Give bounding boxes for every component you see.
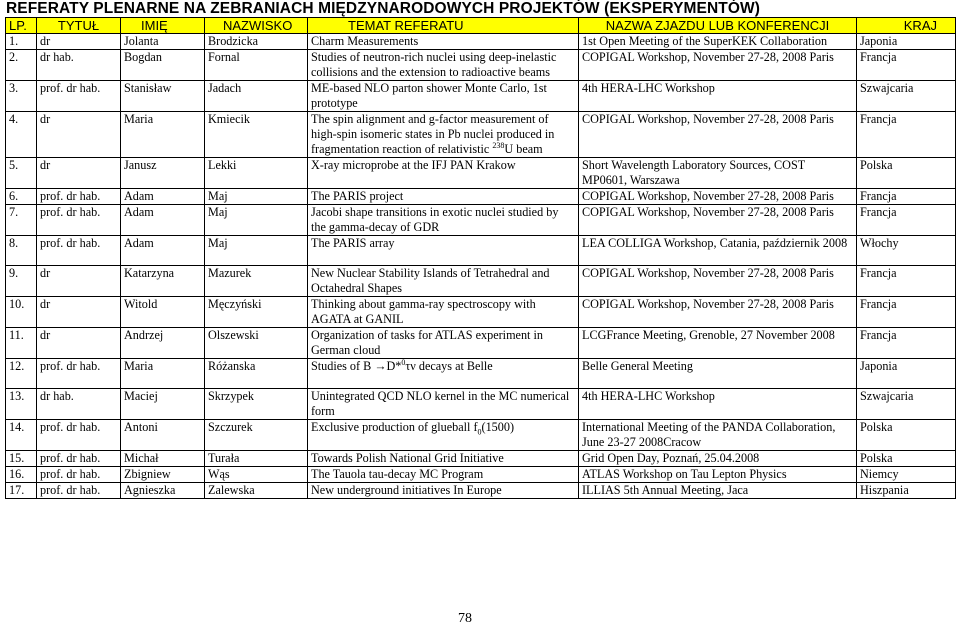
- row-zjazd: 1st Open Meeting of the SuperKEK Collaboration: [579, 34, 857, 50]
- table-row: [6, 112, 956, 158]
- row-imie: Jolanta: [121, 34, 205, 50]
- temat-part: The spin alignment and g-factor measurement of high-spin isomeric states in Pb nuclei produced in fragmentation reaction of relativistic: [311, 112, 555, 156]
- row-nazwisko: Różanska: [205, 359, 308, 389]
- table-row: [6, 266, 956, 297]
- page-title: REFERATY PLENARNE NA ZEBRANIACH MIĘDZYNARODOWYCH PROJEKTÓW (EKSPERYMENTÓW): [6, 0, 760, 17]
- row-lp: 1.: [6, 34, 37, 50]
- row-temat: [308, 420, 579, 451]
- row-tytul: dr: [37, 158, 121, 189]
- row-kraj: Francja: [857, 328, 956, 359]
- row-kraj: Polska: [857, 158, 956, 189]
- table-body: [6, 34, 956, 499]
- row-zjazd: COPIGAL Workshop, November 27-28, 2008 Paris: [579, 205, 857, 236]
- row-tytul: prof. dr hab.: [37, 420, 121, 451]
- row-nazwisko: Jadach: [205, 81, 308, 112]
- row-kraj: Francja: [857, 50, 956, 81]
- row-lp: 4.: [6, 112, 37, 158]
- row-nazwisko: Maj: [205, 205, 308, 236]
- row-nazwisko: Olszewski: [205, 328, 308, 359]
- row-kraj: Francja: [857, 189, 956, 205]
- row-imie: Agnieszka: [121, 483, 205, 499]
- table-row: [6, 328, 956, 359]
- row-nazwisko: Maj: [205, 189, 308, 205]
- row-temat: Jacobi shape transitions in exotic nuclei studied by the gamma-decay of GDR: [308, 205, 579, 236]
- row-lp: 15.: [6, 451, 37, 467]
- temat-part: Studies of B: [311, 359, 375, 373]
- table-row: [6, 236, 956, 266]
- table-row: [6, 81, 956, 112]
- row-temat: New Nuclear Stability Islands of Tetrahedral and Octahedral Shapes: [308, 266, 579, 297]
- row-nazwisko: Lekki: [205, 158, 308, 189]
- row-temat: Charm Measurements: [308, 34, 579, 50]
- row-kraj: Polska: [857, 420, 956, 451]
- row-tytul: prof. dr hab.: [37, 205, 121, 236]
- row-kraj: Polska: [857, 451, 956, 467]
- row-imie: Janusz: [121, 158, 205, 189]
- row-tytul: dr: [37, 34, 121, 50]
- header-temat: TEMAT REFERATU: [308, 18, 579, 34]
- table-row: [6, 420, 956, 451]
- row-lp: 3.: [6, 81, 37, 112]
- row-tytul: prof. dr hab.: [37, 467, 121, 483]
- row-nazwisko: Mazurek: [205, 266, 308, 297]
- row-zjazd: COPIGAL Workshop, November 27-28, 2008 Paris: [579, 50, 857, 81]
- row-nazwisko: Skrzypek: [205, 389, 308, 420]
- row-imie: Adam: [121, 205, 205, 236]
- table-row: [6, 297, 956, 328]
- row-imie: Andrzej: [121, 328, 205, 359]
- temat-part: (1500): [481, 420, 515, 434]
- row-temat: Unintegrated QCD NLO kernel in the MC numerical form: [308, 389, 579, 420]
- row-lp: 7.: [6, 205, 37, 236]
- table-row: [6, 189, 956, 205]
- row-imie: Adam: [121, 189, 205, 205]
- row-kraj: Francja: [857, 112, 956, 158]
- row-kraj: Szwajcaria: [857, 81, 956, 112]
- row-imie: Katarzyna: [121, 266, 205, 297]
- row-tytul: prof. dr hab.: [37, 81, 121, 112]
- row-tytul: prof. dr hab.: [37, 236, 121, 266]
- row-kraj: Hiszpania: [857, 483, 956, 499]
- row-tytul: dr: [37, 112, 121, 158]
- temat-part: τν decays at Belle: [405, 359, 493, 373]
- row-lp: 9.: [6, 266, 37, 297]
- row-temat: Organization of tasks for ATLAS experiment in German cloud: [308, 328, 579, 359]
- header-nazwisko: NAZWISKO: [205, 18, 308, 34]
- row-tytul: prof. dr hab.: [37, 189, 121, 205]
- row-nazwisko: Turała: [205, 451, 308, 467]
- row-temat: The Tauola tau-decay MC Program: [308, 467, 579, 483]
- row-lp: 11.: [6, 328, 37, 359]
- row-temat: [308, 112, 579, 158]
- row-temat: [308, 359, 579, 389]
- row-zjazd: 4th HERA-LHC Workshop: [579, 389, 857, 420]
- references-table: [5, 17, 956, 499]
- temat-part: 0: [401, 358, 406, 367]
- table-row: [6, 467, 956, 483]
- row-zjazd: LEA COLLIGA Workshop, Catania, październik 2008: [579, 236, 857, 266]
- row-imie: Zbigniew: [121, 467, 205, 483]
- row-nazwisko: Wąs: [205, 467, 308, 483]
- row-lp: 10.: [6, 297, 37, 328]
- row-kraj: Francja: [857, 297, 956, 328]
- row-imie: Antoni: [121, 420, 205, 451]
- row-tytul: dr hab.: [37, 389, 121, 420]
- temat-part: 238: [492, 140, 505, 150]
- row-kraj: Francja: [857, 266, 956, 297]
- row-temat: X-ray microprobe at the IFJ PAN Krakow: [308, 158, 579, 189]
- page-number: 78: [458, 611, 472, 626]
- row-tytul: prof. dr hab.: [37, 483, 121, 499]
- row-zjazd: COPIGAL Workshop, November 27-28, 2008 Paris: [579, 297, 857, 328]
- row-kraj: Włochy: [857, 236, 956, 266]
- row-kraj: Niemcy: [857, 467, 956, 483]
- row-kraj: Szwajcaria: [857, 389, 956, 420]
- row-imie: Stanisław: [121, 81, 205, 112]
- table-row: [6, 50, 956, 81]
- row-zjazd: LCGFrance Meeting, Grenoble, 27 November 2008: [579, 328, 857, 359]
- row-imie: Bogdan: [121, 50, 205, 81]
- row-nazwisko: Maj: [205, 236, 308, 266]
- row-temat: The PARIS project: [308, 189, 579, 205]
- row-zjazd: Short Wavelength Laboratory Sources, COST MP0601, Warszawa: [579, 158, 857, 189]
- row-imie: Michał: [121, 451, 205, 467]
- header-lp: LP.: [6, 18, 37, 34]
- header-zjazd: NAZWA ZJAZDU LUB KONFERENCJI: [579, 18, 857, 34]
- temat-part: D*: [386, 359, 402, 373]
- row-zjazd: ILLIAS 5th Annual Meeting, Jaca: [579, 483, 857, 499]
- row-temat: The PARIS array: [308, 236, 579, 266]
- table-row: [6, 359, 956, 389]
- table-row: [6, 205, 956, 236]
- temat-part: U beam: [504, 142, 543, 156]
- row-nazwisko: Fornal: [205, 50, 308, 81]
- header-tytul: TYTUŁ: [37, 18, 121, 34]
- row-zjazd: Belle General Meeting: [579, 359, 857, 389]
- row-temat: Thinking about gamma-ray spectroscopy with AGATA at GANIL: [308, 297, 579, 328]
- row-lp: 14.: [6, 420, 37, 451]
- row-kraj: Francja: [857, 205, 956, 236]
- row-nazwisko: Szczurek: [205, 420, 308, 451]
- row-imie: Maciej: [121, 389, 205, 420]
- row-temat: Towards Polish National Grid Initiative: [308, 451, 579, 467]
- row-temat: Studies of neutron-rich nuclei using deep-inelastic collisions and the extension to radioactive beams: [308, 50, 579, 81]
- temat-part: →: [374, 359, 387, 373]
- row-zjazd: COPIGAL Workshop, November 27-28, 2008 Paris: [579, 266, 857, 297]
- row-zjazd: COPIGAL Workshop, November 27-28, 2008 Paris: [579, 112, 857, 158]
- row-zjazd: International Meeting of the PANDA Collaboration, June 23-27 2008Cracow: [579, 420, 857, 451]
- table-header-row: [6, 18, 956, 34]
- row-temat: ME-based NLO parton shower Monte Carlo, 1st prototype: [308, 81, 579, 112]
- row-lp: 5.: [6, 158, 37, 189]
- row-lp: 16.: [6, 467, 37, 483]
- row-nazwisko: Męczyński: [205, 297, 308, 328]
- table-row: [6, 34, 956, 50]
- table-row: [6, 451, 956, 467]
- row-lp: 12.: [6, 359, 37, 389]
- row-nazwisko: Brodzicka: [205, 34, 308, 50]
- temat-part: Exclusive production of glueball f: [311, 420, 478, 434]
- row-imie: Witold: [121, 297, 205, 328]
- row-tytul: dr: [37, 266, 121, 297]
- row-imie: Maria: [121, 112, 205, 158]
- temat-part: 0: [477, 427, 482, 437]
- row-zjazd: ATLAS Workshop on Tau Lepton Physics: [579, 467, 857, 483]
- table-row: [6, 158, 956, 189]
- row-zjazd: Grid Open Day, Poznań, 25.04.2008: [579, 451, 857, 467]
- row-tytul: prof. dr hab.: [37, 359, 121, 389]
- row-lp: 8.: [6, 236, 37, 266]
- row-nazwisko: Zalewska: [205, 483, 308, 499]
- row-imie: Maria: [121, 359, 205, 389]
- row-kraj: Japonia: [857, 359, 956, 389]
- row-tytul: prof. dr hab.: [37, 451, 121, 467]
- header-kraj: KRAJ: [857, 18, 956, 34]
- row-lp: 2.: [6, 50, 37, 81]
- row-lp: 6.: [6, 189, 37, 205]
- row-imie: Adam: [121, 236, 205, 266]
- table-row: [6, 483, 956, 499]
- table-row: [6, 389, 956, 420]
- row-tytul: dr hab.: [37, 50, 121, 81]
- row-zjazd: 4th HERA-LHC Workshop: [579, 81, 857, 112]
- row-lp: 17.: [6, 483, 37, 499]
- row-tytul: dr: [37, 297, 121, 328]
- row-lp: 13.: [6, 389, 37, 420]
- row-tytul: dr: [37, 328, 121, 359]
- row-temat: New underground initiatives In Europe: [308, 483, 579, 499]
- row-kraj: Japonia: [857, 34, 956, 50]
- row-nazwisko: Kmiecik: [205, 112, 308, 158]
- header-imie: IMIĘ: [121, 18, 205, 34]
- row-zjazd: COPIGAL Workshop, November 27-28, 2008 Paris: [579, 189, 857, 205]
